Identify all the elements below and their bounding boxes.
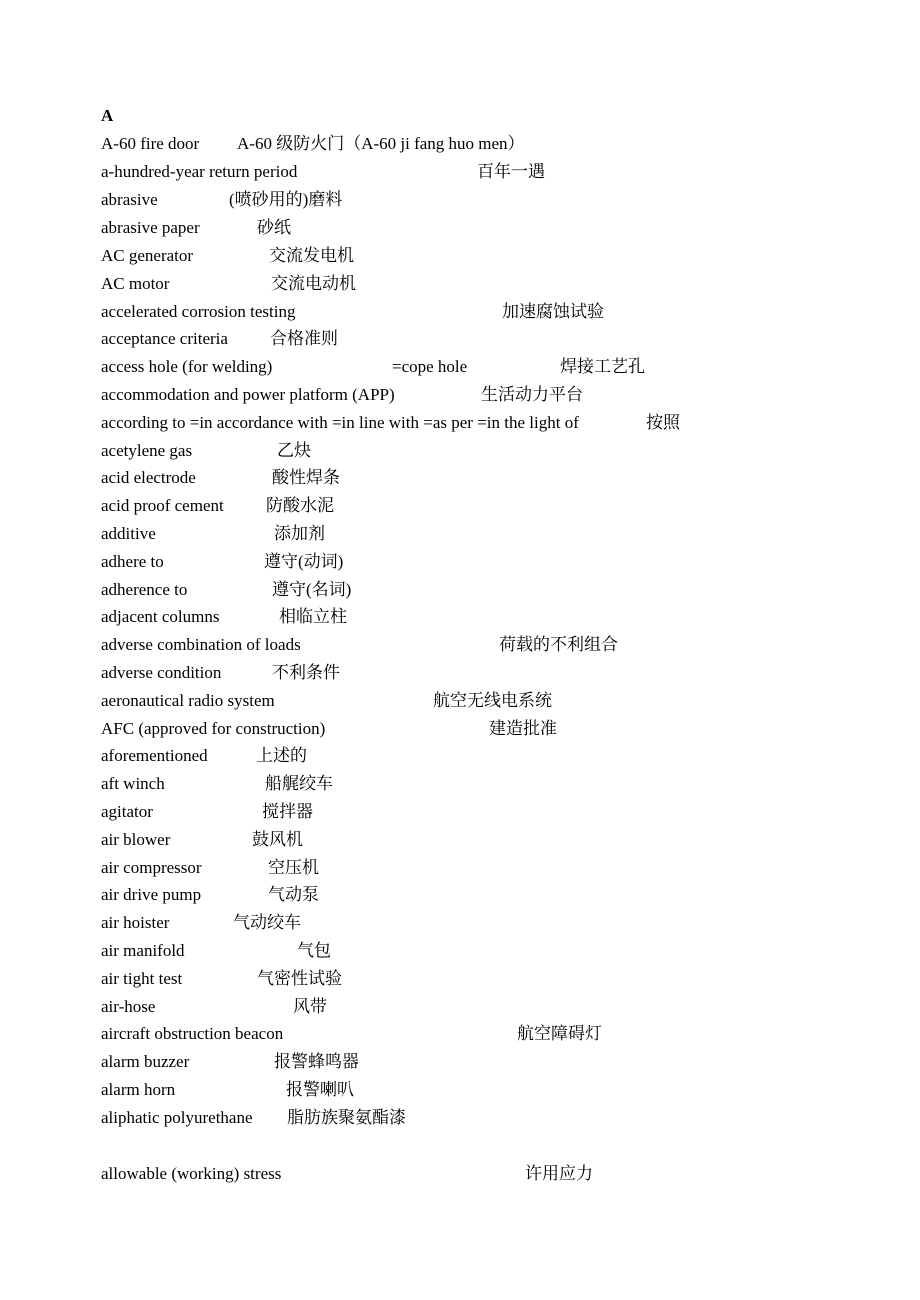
english-term: abrasive paper [101,218,200,237]
glossary-entry [0,1162,920,1186]
glossary-entry [0,1022,920,1046]
chinese-translation: 鼓风机 [252,830,303,849]
english-term: acceptance criteria [101,329,228,348]
glossary-entry [0,522,920,546]
glossary-entry [0,244,920,268]
english-term: allowable (working) stress [101,1164,282,1183]
chinese-translation: 添加剂 [274,524,325,543]
glossary-entry [0,939,920,963]
english-term: adverse condition [101,663,222,682]
glossary-entry [0,383,920,407]
glossary-entry [0,633,920,657]
english-term: aircraft obstruction beacon [101,1024,284,1043]
chinese-translation: 百年一遇 [477,162,545,181]
glossary-entry [0,995,920,1019]
english-term: aeronautical radio system [101,691,275,710]
chinese-translation: 气动泵 [268,885,319,904]
glossary-entry [0,355,920,379]
chinese-translation: 乙炔 [277,441,311,460]
chinese-translation: 砂纸 [257,218,291,237]
chinese-translation: A-60 级防火门（A-60 ji fang huo men） [237,134,525,153]
chinese-translation: 焊接工艺孔 [560,357,645,376]
glossary-entry [0,605,920,629]
chinese-translation: 气包 [297,941,331,960]
glossary-entry [0,411,920,435]
english-term: aforementioned [101,746,208,765]
chinese-translation: 搅拌器 [262,802,313,821]
glossary-entry [0,883,920,907]
glossary-entry [0,494,920,518]
chinese-translation: 风带 [293,997,327,1016]
english-term: AFC (approved for construction) [101,719,326,738]
chinese-translation: 合格准则 [270,329,338,348]
chinese-translation: 交流电动机 [271,274,356,293]
glossary-entry [0,661,920,685]
english-term: adverse combination of loads [101,635,301,654]
chinese-translation: 空压机 [268,858,319,877]
english-term: air blower [101,830,171,849]
chinese-translation: 遵守(名词) [272,580,352,599]
chinese-translation: 加速腐蚀试验 [502,302,604,321]
glossary-entry [0,160,920,184]
chinese-translation: (喷砂用的)磨料 [229,190,343,209]
glossary-entry [0,1078,920,1102]
english-term: AC motor [101,274,170,293]
chinese-translation: 酸性焊条 [272,468,340,487]
english-term: accommodation and power platform (APP) [101,385,395,404]
glossary-entry [0,188,920,212]
glossary-entry [0,300,920,324]
chinese-translation: 按照 [646,413,680,432]
glossary-entry [0,689,920,713]
glossary-entry [0,717,920,741]
section-heading: A [101,106,114,125]
english-term: accelerated corrosion testing [101,302,296,321]
glossary-entry [0,828,920,852]
glossary-entry [0,1106,920,1130]
chinese-translation: 气动绞车 [233,913,301,932]
english-term: adhere to [101,552,164,571]
chinese-translation: 交流发电机 [269,246,354,265]
glossary-entry [0,1050,920,1074]
english-term: air hoister [101,913,170,932]
english-term: aft winch [101,774,165,793]
chinese-translation: 船艉绞车 [265,774,333,793]
english-term: air tight test [101,969,183,988]
english-term: additive [101,524,156,543]
chinese-translation: 许用应力 [525,1164,593,1183]
glossary-entry [0,772,920,796]
english-term: a-hundred-year return period [101,162,298,181]
chinese-translation: 遵守(动词) [264,552,344,571]
english-term: aliphatic polyurethane [101,1108,253,1127]
english-term: air-hose [101,997,156,1016]
synonym-term: =cope hole [392,357,468,376]
english-term: A-60 fire door [101,134,200,153]
chinese-translation: 报警蜂鸣器 [274,1052,359,1071]
chinese-translation: 相临立柱 [279,607,347,626]
chinese-translation: 生活动力平台 [481,385,583,404]
english-term: air compressor [101,858,202,877]
chinese-translation: 报警喇叭 [286,1080,354,1099]
glossary-entry [0,550,920,574]
chinese-translation: 建造批准 [489,719,557,738]
chinese-translation: 防酸水泥 [266,496,334,515]
chinese-translation: 气密性试验 [257,969,342,988]
english-term: AC generator [101,246,194,265]
english-term: abrasive [101,190,158,209]
english-term: acid proof cement [101,496,224,515]
glossary-entry [0,439,920,463]
english-term: agitator [101,802,153,821]
glossary-entry [0,272,920,296]
english-term: air drive pump [101,885,202,904]
english-term: alarm buzzer [101,1052,190,1071]
chinese-translation: 不利条件 [272,663,340,682]
glossary-entry [0,911,920,935]
english-term: adherence to [101,580,188,599]
chinese-translation: 航空无线电系统 [433,691,552,710]
glossary-entry [0,466,920,490]
english-term: air manifold [101,941,185,960]
glossary-entry [0,327,920,351]
chinese-translation: 荷载的不利组合 [499,635,618,654]
english-term: acetylene gas [101,441,193,460]
english-term: acid electrode [101,468,196,487]
glossary-entry [0,744,920,768]
english-term: access hole (for welding) [101,357,273,376]
glossary-entry [0,132,920,156]
english-term: adjacent columns [101,607,220,626]
english-term: according to =in accordance with =in line with =as per =in the light of [101,413,579,432]
english-term: alarm horn [101,1080,176,1099]
glossary-entry [0,800,920,824]
chinese-translation: 航空障碍灯 [517,1024,602,1043]
glossary-entry [0,856,920,880]
chinese-translation: 上述的 [256,746,307,765]
chinese-translation: 脂肪族聚氨酯漆 [287,1108,406,1127]
glossary-entry [0,967,920,991]
glossary-entry [0,578,920,602]
glossary-entry [0,216,920,240]
